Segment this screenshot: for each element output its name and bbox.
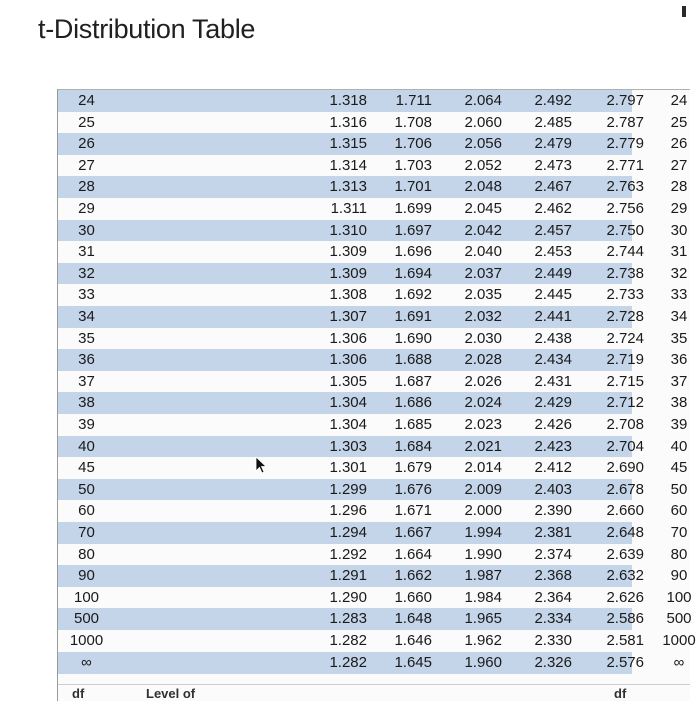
- df-right-cell: 28: [670, 178, 688, 196]
- value-cell: 2.719: [606, 351, 644, 369]
- value-cell: 1.307: [329, 308, 367, 325]
- df-right-cell: 39: [670, 416, 688, 433]
- footer-df-label: df: [72, 686, 85, 701]
- value-cell: 2.581: [606, 632, 644, 649]
- value-cell: 2.763: [606, 178, 644, 196]
- table-row: [58, 112, 688, 134]
- value-cell: 2.724: [606, 329, 644, 347]
- df-cell: 31: [78, 243, 95, 261]
- df-right-cell: 31: [670, 243, 688, 261]
- df-right-cell: 500: [666, 610, 692, 628]
- value-cell: 1.646: [394, 632, 432, 649]
- df-right-cell: 34: [670, 308, 688, 325]
- table-row: [58, 414, 688, 436]
- t-distribution-table: [57, 89, 696, 701]
- value-cell: 1.304: [329, 394, 367, 412]
- value-cell: 1.686: [394, 394, 432, 412]
- value-cell: 2.708: [606, 416, 644, 433]
- df-cell: ∞: [81, 653, 92, 671]
- value-cell: 2.712: [606, 394, 644, 412]
- value-cell: 2.434: [534, 351, 572, 369]
- value-cell: 1.309: [329, 243, 367, 261]
- value-cell: 2.000: [464, 502, 502, 520]
- value-cell: 1.706: [394, 135, 432, 153]
- value-cell: 2.064: [464, 92, 502, 109]
- df-right-cell: 80: [670, 545, 688, 563]
- value-cell: 2.648: [606, 524, 644, 541]
- df-cell: 26: [78, 135, 95, 153]
- page-title: t-Distribution Table: [38, 14, 256, 44]
- value-cell: 2.423: [534, 437, 572, 455]
- value-cell: 2.453: [534, 243, 572, 261]
- df-right-cell: 26: [670, 135, 688, 153]
- value-cell: 1.303: [329, 437, 367, 455]
- value-cell: 1.648: [394, 610, 432, 628]
- value-cell: 1.316: [329, 113, 367, 131]
- value-cell: 1.304: [329, 416, 367, 433]
- table-row: [58, 133, 688, 155]
- df-cell: 1000: [69, 632, 104, 649]
- value-cell: 1.294: [329, 524, 367, 541]
- mouse-cursor-icon: [255, 456, 267, 474]
- value-cell: 1.692: [394, 286, 432, 304]
- value-cell: 2.441: [534, 308, 572, 325]
- table-row: [58, 544, 688, 566]
- value-cell: 2.639: [606, 545, 644, 563]
- df-cell: 25: [78, 113, 95, 131]
- value-cell: 1.318: [329, 92, 367, 109]
- df-right-cell: 32: [670, 264, 688, 282]
- table-row: [58, 479, 688, 501]
- value-cell: 1.313: [329, 178, 367, 196]
- value-cell: 2.626: [606, 588, 644, 606]
- value-cell: 1.691: [394, 308, 432, 325]
- value-cell: 2.024: [464, 394, 502, 412]
- value-cell: 2.403: [534, 480, 572, 498]
- value-cell: 2.586: [606, 610, 644, 628]
- value-cell: 1.694: [394, 264, 432, 282]
- value-cell: 1.291: [329, 567, 367, 585]
- df-right-cell: 100: [666, 588, 692, 606]
- value-cell: 1.690: [394, 329, 432, 347]
- value-cell: 2.744: [606, 243, 644, 261]
- value-cell: 2.431: [534, 372, 572, 390]
- df-cell: 40: [78, 437, 95, 455]
- value-cell: 2.492: [534, 92, 572, 109]
- table-row: [58, 436, 688, 458]
- value-cell: 2.334: [534, 610, 572, 628]
- value-cell: 2.733: [606, 286, 644, 304]
- table-row: [58, 306, 688, 328]
- value-cell: 2.738: [606, 264, 644, 282]
- value-cell: 2.462: [534, 200, 572, 217]
- value-cell: 1.315: [329, 135, 367, 153]
- value-cell: 2.381: [534, 524, 572, 541]
- value-cell: 2.660: [606, 502, 644, 520]
- value-cell: 2.485: [534, 113, 572, 131]
- table-row: [58, 392, 688, 414]
- table-row: [58, 587, 692, 609]
- value-cell: 1.685: [394, 416, 432, 433]
- df-cell: 45: [78, 459, 95, 477]
- table-row: [58, 522, 688, 544]
- table-row: [58, 220, 688, 242]
- table-row: [58, 349, 688, 371]
- df-right-cell: 1000: [662, 632, 696, 649]
- value-cell: 1.684: [394, 437, 432, 455]
- value-cell: 1.310: [329, 221, 367, 239]
- value-cell: 1.987: [464, 567, 502, 585]
- df-right-cell: 30: [670, 221, 688, 239]
- value-cell: 2.368: [534, 567, 572, 585]
- df-right-cell: 33: [670, 286, 688, 304]
- value-cell: 2.009: [464, 480, 502, 498]
- value-cell: 2.028: [464, 351, 502, 369]
- table-row: [58, 371, 688, 393]
- df-right-cell: ∞: [673, 653, 685, 671]
- table-row: [58, 90, 688, 112]
- value-cell: 2.374: [534, 545, 572, 563]
- value-cell: 1.962: [464, 632, 502, 649]
- df-right-cell: 25: [670, 113, 688, 131]
- value-cell: 2.326: [534, 653, 572, 671]
- value-cell: 2.787: [606, 113, 644, 131]
- df-cell: 80: [78, 545, 95, 563]
- value-cell: 1.697: [394, 221, 432, 239]
- value-cell: 2.797: [606, 92, 644, 109]
- value-cell: 1.696: [394, 243, 432, 261]
- df-cell: 38: [78, 394, 95, 412]
- value-cell: 2.030: [464, 329, 502, 347]
- table-row: [58, 263, 688, 285]
- value-cell: 1.314: [329, 156, 367, 174]
- value-cell: 1.660: [394, 588, 432, 606]
- value-cell: 1.283: [329, 610, 367, 628]
- df-right-cell: 70: [670, 524, 688, 541]
- value-cell: 1.671: [394, 502, 432, 520]
- value-cell: 1.676: [394, 480, 432, 498]
- value-cell: 2.771: [606, 156, 644, 174]
- table-row: [58, 500, 688, 522]
- table-row: [58, 284, 688, 306]
- value-cell: 1.282: [329, 632, 367, 649]
- value-cell: 2.014: [464, 459, 502, 477]
- df-right-cell: 38: [670, 394, 688, 412]
- df-cell: 30: [78, 221, 95, 239]
- value-cell: 1.667: [394, 524, 432, 541]
- value-cell: 2.678: [606, 480, 644, 498]
- df-cell: 37: [78, 372, 95, 390]
- table-row: [58, 565, 688, 587]
- df-cell: 100: [73, 588, 100, 606]
- value-cell: 1.688: [394, 351, 432, 369]
- value-cell: 2.035: [464, 286, 502, 304]
- table-footer: [58, 684, 690, 702]
- value-cell: 2.457: [534, 221, 572, 239]
- df-cell: 39: [78, 416, 95, 433]
- table-row: [58, 328, 688, 350]
- value-cell: 2.052: [464, 156, 502, 174]
- value-cell: 1.984: [464, 588, 502, 606]
- df-right-cell: 37: [670, 372, 688, 390]
- value-cell: 1.311: [330, 200, 367, 217]
- value-cell: 2.330: [534, 632, 572, 649]
- value-cell: 1.292: [329, 545, 367, 563]
- df-right-cell: 40: [670, 437, 688, 455]
- value-cell: 2.042: [464, 221, 502, 239]
- table-row: [58, 176, 688, 198]
- df-cell: 27: [78, 156, 95, 174]
- table-row: [58, 630, 696, 652]
- df-cell: 28: [78, 178, 95, 196]
- value-cell: 1.965: [464, 610, 502, 628]
- df-right-cell: 36: [670, 351, 688, 369]
- value-cell: 2.045: [464, 200, 502, 217]
- df-right-cell: 35: [670, 329, 688, 347]
- value-cell: 1.994: [464, 524, 502, 541]
- value-cell: 2.750: [606, 221, 644, 239]
- value-cell: 2.364: [534, 588, 572, 606]
- value-cell: 1.664: [394, 545, 432, 563]
- value-cell: 1.306: [329, 351, 367, 369]
- table-row: [58, 652, 685, 674]
- value-cell: 1.309: [329, 264, 367, 282]
- value-cell: 2.479: [534, 135, 572, 153]
- value-cell: 1.282: [329, 653, 367, 671]
- value-cell: 1.699: [394, 200, 432, 217]
- table-row: [58, 198, 688, 220]
- value-cell: 2.704: [606, 437, 644, 455]
- value-cell: 2.756: [606, 200, 644, 217]
- value-cell: 2.040: [464, 243, 502, 261]
- df-cell: 35: [78, 329, 95, 347]
- value-cell: 2.021: [464, 437, 502, 455]
- value-cell: 2.779: [606, 135, 644, 153]
- value-cell: 2.023: [464, 416, 502, 433]
- value-cell: 1.306: [329, 329, 367, 347]
- value-cell: 1.701: [394, 178, 432, 196]
- df-cell: 500: [73, 610, 100, 628]
- value-cell: 2.056: [464, 135, 502, 153]
- df-right-cell: 24: [670, 92, 688, 109]
- df-cell: 34: [78, 308, 95, 325]
- table-row: [58, 155, 688, 177]
- value-cell: 2.429: [534, 394, 572, 412]
- value-cell: 2.445: [534, 286, 572, 304]
- df-right-cell: 60: [670, 502, 688, 520]
- value-cell: 1.645: [394, 653, 432, 671]
- df-cell: 32: [78, 264, 95, 282]
- value-cell: 2.576: [606, 653, 644, 671]
- df-cell: 70: [78, 524, 95, 541]
- df-right-cell: 45: [670, 459, 688, 477]
- value-cell: 1.301: [329, 459, 367, 477]
- df-cell: 90: [78, 567, 95, 585]
- value-cell: 2.412: [534, 459, 572, 477]
- value-cell: 1.296: [329, 502, 367, 520]
- value-cell: 2.037: [464, 264, 502, 282]
- value-cell: 1.662: [394, 567, 432, 585]
- value-cell: 2.048: [464, 178, 502, 196]
- df-right-cell: 50: [670, 480, 688, 498]
- value-cell: 1.679: [394, 459, 432, 477]
- value-cell: 1.990: [464, 545, 502, 563]
- value-cell: 2.715: [606, 372, 644, 390]
- value-cell: 1.960: [464, 653, 502, 671]
- table-row: [58, 608, 692, 630]
- df-cell: 24: [78, 92, 95, 109]
- df-cell: 60: [78, 502, 95, 520]
- value-cell: 1.708: [394, 113, 432, 131]
- value-cell: 2.728: [606, 308, 644, 325]
- value-cell: 1.703: [394, 156, 432, 174]
- value-cell: 2.473: [534, 156, 572, 174]
- df-cell: 33: [78, 286, 95, 304]
- value-cell: 2.426: [534, 416, 572, 433]
- value-cell: 2.032: [464, 308, 502, 325]
- df-right-cell: 27: [670, 156, 688, 174]
- value-cell: 2.467: [534, 178, 572, 196]
- footer-df-right-label: df: [614, 686, 627, 701]
- value-cell: 1.299: [329, 480, 367, 498]
- value-cell: 1.305: [329, 372, 367, 390]
- value-cell: 1.687: [394, 372, 432, 390]
- footer-level-label: Level of: [146, 686, 196, 701]
- df-cell: 29: [78, 200, 95, 217]
- value-cell: 1.290: [329, 588, 367, 606]
- value-cell: 2.449: [534, 264, 572, 282]
- df-cell: 50: [78, 480, 95, 498]
- df-right-cell: 90: [670, 567, 688, 585]
- value-cell: 1.711: [395, 92, 432, 109]
- value-cell: 2.390: [534, 502, 572, 520]
- window-mark: [682, 6, 686, 17]
- df-cell: 36: [78, 351, 95, 369]
- table-row: [58, 457, 688, 479]
- value-cell: 2.632: [606, 567, 644, 585]
- value-cell: 2.690: [606, 459, 644, 477]
- value-cell: 1.308: [329, 286, 367, 304]
- value-cell: 2.438: [534, 329, 572, 347]
- value-cell: 2.060: [464, 113, 502, 131]
- table-row: [58, 241, 688, 263]
- df-right-cell: 29: [670, 200, 688, 217]
- value-cell: 2.026: [464, 372, 502, 390]
